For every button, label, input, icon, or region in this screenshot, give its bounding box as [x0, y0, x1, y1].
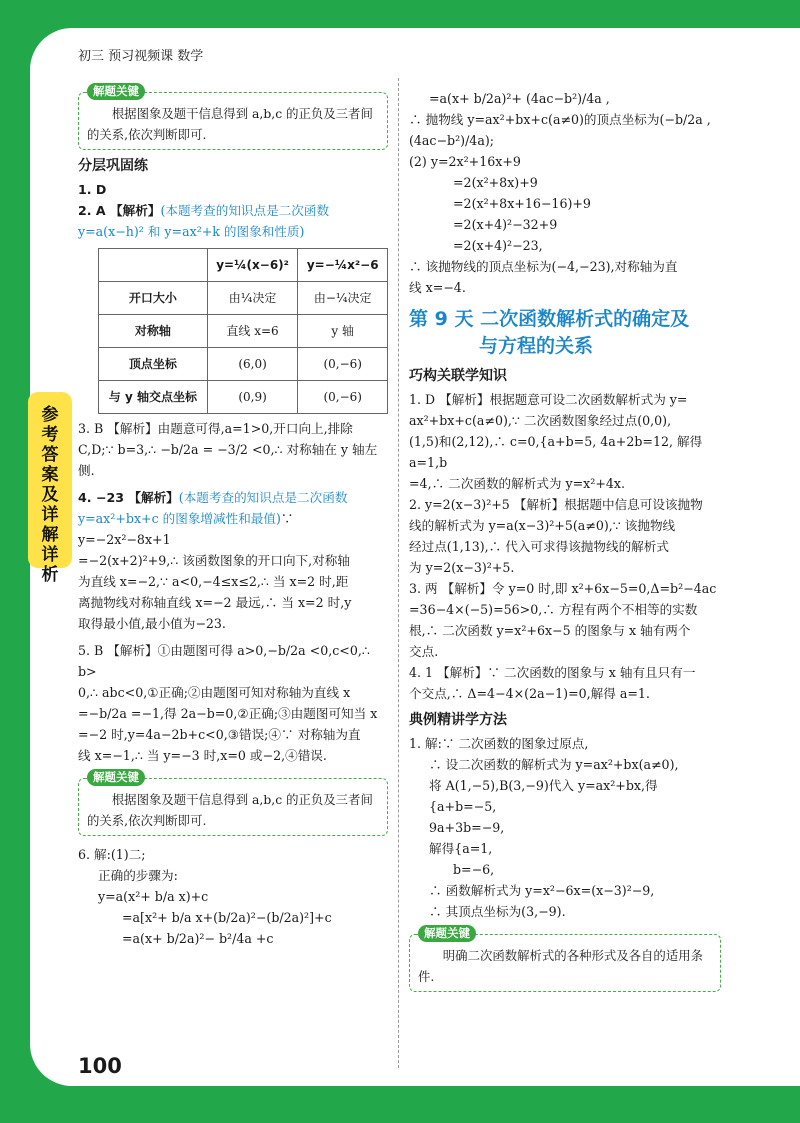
answer-line: 1. D	[78, 182, 107, 197]
table-cell: (0,9)	[207, 381, 298, 414]
answer-line: 4. 1 【解析】∵ 二次函数的图象与 x 轴有且只有一	[409, 665, 696, 680]
chapter-title	[409, 306, 721, 360]
page-number: 100	[78, 1054, 122, 1078]
chapter-title-line: 第 9 天 二次函数解析式的确定及	[409, 308, 690, 330]
answer-line: 3. B 【解析】由题意可得,a=1>0,开口向上,排除	[78, 421, 353, 436]
table-row	[99, 381, 388, 414]
answer-head: 4. −23 【解析】	[78, 490, 179, 505]
table-cell: (0,−6)	[298, 381, 388, 414]
answer-line: ∴ 该抛物线的顶点坐标为(−4,−23),对称轴为直	[409, 259, 678, 274]
table-header: y=¼(x−6)²	[207, 249, 298, 282]
answer-line: 离抛物线对称轴直线 x=−2 最远,∴ 当 x=2 时,y	[78, 595, 352, 610]
answer-line: 将 A(1,−5),B(3,−9)代入 y=ax²+bx,得	[429, 778, 658, 793]
table-row	[99, 315, 388, 348]
answer-line: 正确的步骤为:	[98, 868, 178, 883]
equation-line: (2) y=2x²+16x+9	[409, 154, 521, 169]
table-cell: 对称轴	[99, 315, 208, 348]
table-row	[99, 348, 388, 381]
equation-line: =2(x²+8x)+9	[453, 175, 538, 190]
tip-text: 根据图象及题干信息得到 a,b,c 的正负及三者间的关系,依次判断即可.	[87, 106, 373, 142]
answer-line: =−2(x+2)²+9,∴ 该函数图象的开口向下,对称轴	[78, 553, 350, 568]
equation-line: 解得{a=1,	[429, 841, 493, 856]
table-cell	[99, 249, 208, 282]
table-cell: y 轴	[298, 315, 388, 348]
tip-tag: 解题关键	[87, 769, 145, 786]
table-header: y=−¼x²−6	[298, 249, 388, 282]
tip-text: 根据图象及题干信息得到 a,b,c 的正负及三者间的关系,依次判断即可.	[87, 792, 373, 828]
equation-line: =a(x+ b/2a)²− b²/4a +c	[122, 931, 274, 946]
answer-head: 2. A 【解析】	[78, 203, 161, 218]
answer-line: C,D;∵ b=3,∴ −b/2a = −3/2 <0,∴ 对称轴在 y 轴左	[78, 442, 378, 457]
comparison-table	[98, 248, 388, 414]
answer-line: (1,5)和(2,12),∴ c=0,{a+b=5, 4a+2b=12, 解得 a=1,b	[409, 434, 703, 470]
answer-line: 线 x=−1,∴ 当 y=−3 时,x=0 或−2,④错误.	[78, 748, 327, 763]
answer-line: 侧.	[78, 463, 95, 478]
table-cell: 由¼决定	[207, 282, 298, 315]
answer-line: ∴ 设二次函数的解析式为 y=ax²+bx(a≠0),	[429, 757, 679, 772]
answer-note: (本题考查的知识点是二次函数 y=a(x−h)² 和 y=ax²+k 的图象和性质)	[78, 203, 330, 239]
answer-line: (4ac−b²)/4a);	[409, 133, 494, 148]
answer-line: =−2 时,y=4a−2b+c<0,③错误;④∵ 对称轴为直	[78, 727, 361, 742]
table-cell: 由−¼决定	[298, 282, 388, 315]
answer-line: 个交点,∴ Δ=4−4×(2a−1)=0,解得 a=1.	[409, 686, 650, 701]
equation-line: 9a+3b=−9,	[429, 820, 505, 835]
answer-line: 根,∴ 二次函数 y=x²+6x−5 的图象与 x 轴有两个	[409, 623, 691, 638]
answer-line: ax²+bx+c(a≠0),∵ 二次函数图象经过点(0,0),	[409, 413, 672, 428]
chapter-title-line: 与方程的关系	[479, 335, 594, 357]
book-header: 初三 预习视频课 数学	[78, 49, 204, 64]
table-cell: (0,−6)	[298, 348, 388, 381]
answer-line: 经过点(1,13),∴ 代入可求得该抛物线的解析式	[409, 539, 669, 554]
answer-line: 5. B 【解析】①由题图可得 a>0,−b/2a <0,c<0,∴ b>	[78, 643, 370, 679]
tip-box	[409, 926, 721, 992]
equation-line: =2(x+4)²−32+9	[453, 217, 558, 232]
answer-line: =4,∴ 二次函数的解析式为 y=x²+4x.	[409, 476, 626, 491]
answer-line: 1. 解:∵ 二次函数的图象过原点,	[409, 736, 589, 751]
answer-line: ∴ 函数解析式为 y=x²−6x=(x−3)²−9,	[429, 883, 655, 898]
side-label: 参考答案及详解详析	[41, 405, 59, 585]
equation-line: =2(x+4)²−23,	[453, 238, 543, 253]
answer-line: 6. 解:(1)二;	[78, 847, 146, 862]
answer-note: (本题考查的知识点是二次函数 y=ax²+bx+c 的图象增减性和最值)	[78, 490, 348, 526]
answer-line: 为 y=2(x−3)²+5.	[409, 560, 515, 575]
table-row	[99, 249, 388, 282]
answer-line: 为直线 x=−2,∵ a<0,−4≤x≤2,∴ 当 x=2 时,距	[78, 574, 349, 589]
answer-line	[78, 487, 388, 550]
answer-line: 取得最小值,最小值为−23.	[78, 616, 226, 631]
answer-line	[78, 200, 388, 242]
answer-line: 线 x=−4.	[409, 280, 466, 295]
table-cell: 开口大小	[99, 282, 208, 315]
answer-line: 1. D 【解析】根据题意可设二次函数解析式为 y=	[409, 392, 688, 407]
answer-line: 交点.	[409, 644, 439, 659]
answer-line: 线的解析式为 y=a(x−3)²+5(a≠0),∵ 该抛物线	[409, 518, 676, 533]
table-cell: 顶点坐标	[99, 348, 208, 381]
table-row	[99, 282, 388, 315]
tip-box	[78, 84, 388, 150]
answer-line: ∴ 其顶点坐标为(3,−9).	[429, 904, 566, 919]
section-title: 巧构关联学知识	[409, 368, 507, 384]
answer-line: 3. 两 【解析】令 y=0 时,即 x²+6x−5=0,Δ=b²−4ac	[409, 581, 717, 596]
tip-box	[78, 770, 388, 836]
section-title: 分层巩固练	[78, 158, 148, 174]
answer-line: 2. y=2(x−3)²+5 【解析】根据题中信息可设该抛物	[409, 497, 703, 512]
equation-line: {a+b=−5,	[429, 799, 497, 814]
right-column	[409, 88, 721, 998]
answer-line: =36−4×(−5)=56>0,∴ 方程有两个不相等的实数	[409, 602, 698, 617]
equation-line: b=−6,	[453, 862, 495, 877]
answer-line: =−b/2a =−1,得 2a−b=0,②正确;③由题图可知当 x	[78, 706, 378, 721]
equation-line: =a[x²+ b/a x+(b/2a)²−(b/2a)²]+c	[122, 910, 332, 925]
section-title: 典例精讲学方法	[409, 712, 507, 728]
equation-line: =a(x+ b/2a)²+ (4ac−b²)/4a ,	[429, 91, 610, 106]
column-divider	[398, 78, 399, 1068]
answer-line: ∴ 抛物线 y=ax²+bx+c(a≠0)的顶点坐标为(−b/2a ,	[409, 112, 711, 127]
table-cell: 与 y 轴交点坐标	[99, 381, 208, 414]
answer-line: 0,∴ abc<0,①正确;②由题图可知对称轴为直线 x	[78, 685, 351, 700]
equation-line: y=a(x²+ b/a x)+c	[98, 889, 209, 904]
equation-line: =2(x²+8x+16−16)+9	[453, 196, 591, 211]
table-cell: (6,0)	[207, 348, 298, 381]
tip-text: 明确二次函数解析式的各种形式及各自的适用条件.	[418, 948, 703, 984]
tip-tag: 解题关键	[87, 83, 145, 100]
table-cell: 直线 x=6	[207, 315, 298, 348]
tip-tag: 解题关键	[418, 925, 476, 942]
left-column	[78, 80, 388, 949]
answer-text: ∵ y=−2x²−8x+1	[78, 511, 294, 547]
